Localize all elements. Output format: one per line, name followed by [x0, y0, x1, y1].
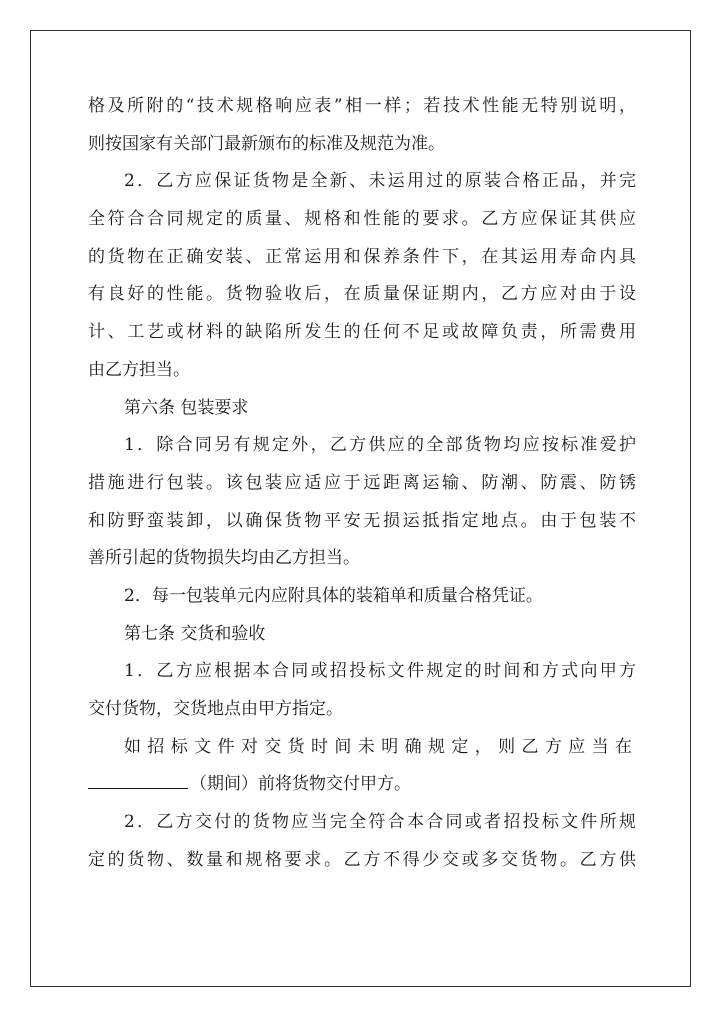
- paragraph-line: 和防野蛮装卸，以确保货物平安无损运抵指定地点。由于包装不: [88, 510, 636, 531]
- paragraph-line: 定的货物、数量和规格要求。乙方不得少交或多交货物。乙方供: [88, 849, 636, 870]
- paragraph-line: 有良好的性能。货物验收后，在质量保证期内，乙方应对由于设: [88, 284, 636, 305]
- paragraph-line: 1．除合同另有规定外，乙方供应的全部货物均应按标准爱护: [124, 435, 636, 456]
- paragraph-line: 的货物在正确安装、正常运用和保养条件下，在其运用寿命内具: [88, 246, 636, 267]
- paragraph-line: 格及所附的“技术规格响应表”相一样；若技术性能无特别说明，: [88, 96, 636, 116]
- section-heading: 第六条 包装要求: [124, 397, 249, 418]
- fill-in-blank: [88, 768, 188, 789]
- paragraph-line: 则按国家有关部门最新颁布的标准及规范为准。: [88, 133, 445, 154]
- contract-text: [88, 88, 636, 879]
- paragraph-line: 计、工艺或材料的缺陷所发生的任何不足或故障负责，所需费用: [88, 322, 636, 343]
- paragraph-line: 善所引起的货物损失均由乙方担当。: [88, 548, 360, 569]
- paragraph-line: 由乙方担当。: [88, 359, 190, 380]
- paragraph-line: 1．乙方应根据本合同或招投标文件规定的时间和方式向甲方: [124, 661, 636, 682]
- paragraph-line: 2．乙方交付的货物应当完全符合本合同或者招投标文件所规: [124, 812, 636, 833]
- paragraph-line: 2．乙方应保证货物是全新、未运用过的原装合格正品，并完: [124, 171, 636, 192]
- paragraph-line: 2．每一包装单元内应附具体的装箱单和质量合格凭证。: [124, 585, 543, 606]
- paragraph-line: 交付货物，交货地点由甲方指定。: [88, 699, 343, 719]
- blank-suffix-text: （期间）前将货物交付甲方。: [190, 774, 411, 795]
- paragraph-line: [88, 766, 636, 804]
- paragraph-line: 措施进行包装。该包装应适应于远距离运输、防潮、防震、防锈: [88, 472, 636, 493]
- paragraph-line: 全符合合同规定的质量、规格和性能的要求。乙方应保证其供应: [88, 209, 636, 230]
- paragraph-line: 如招标文件对交货时间未明确规定，则乙方应当在: [124, 736, 636, 757]
- section-heading: 第七条 交货和验收: [124, 623, 266, 644]
